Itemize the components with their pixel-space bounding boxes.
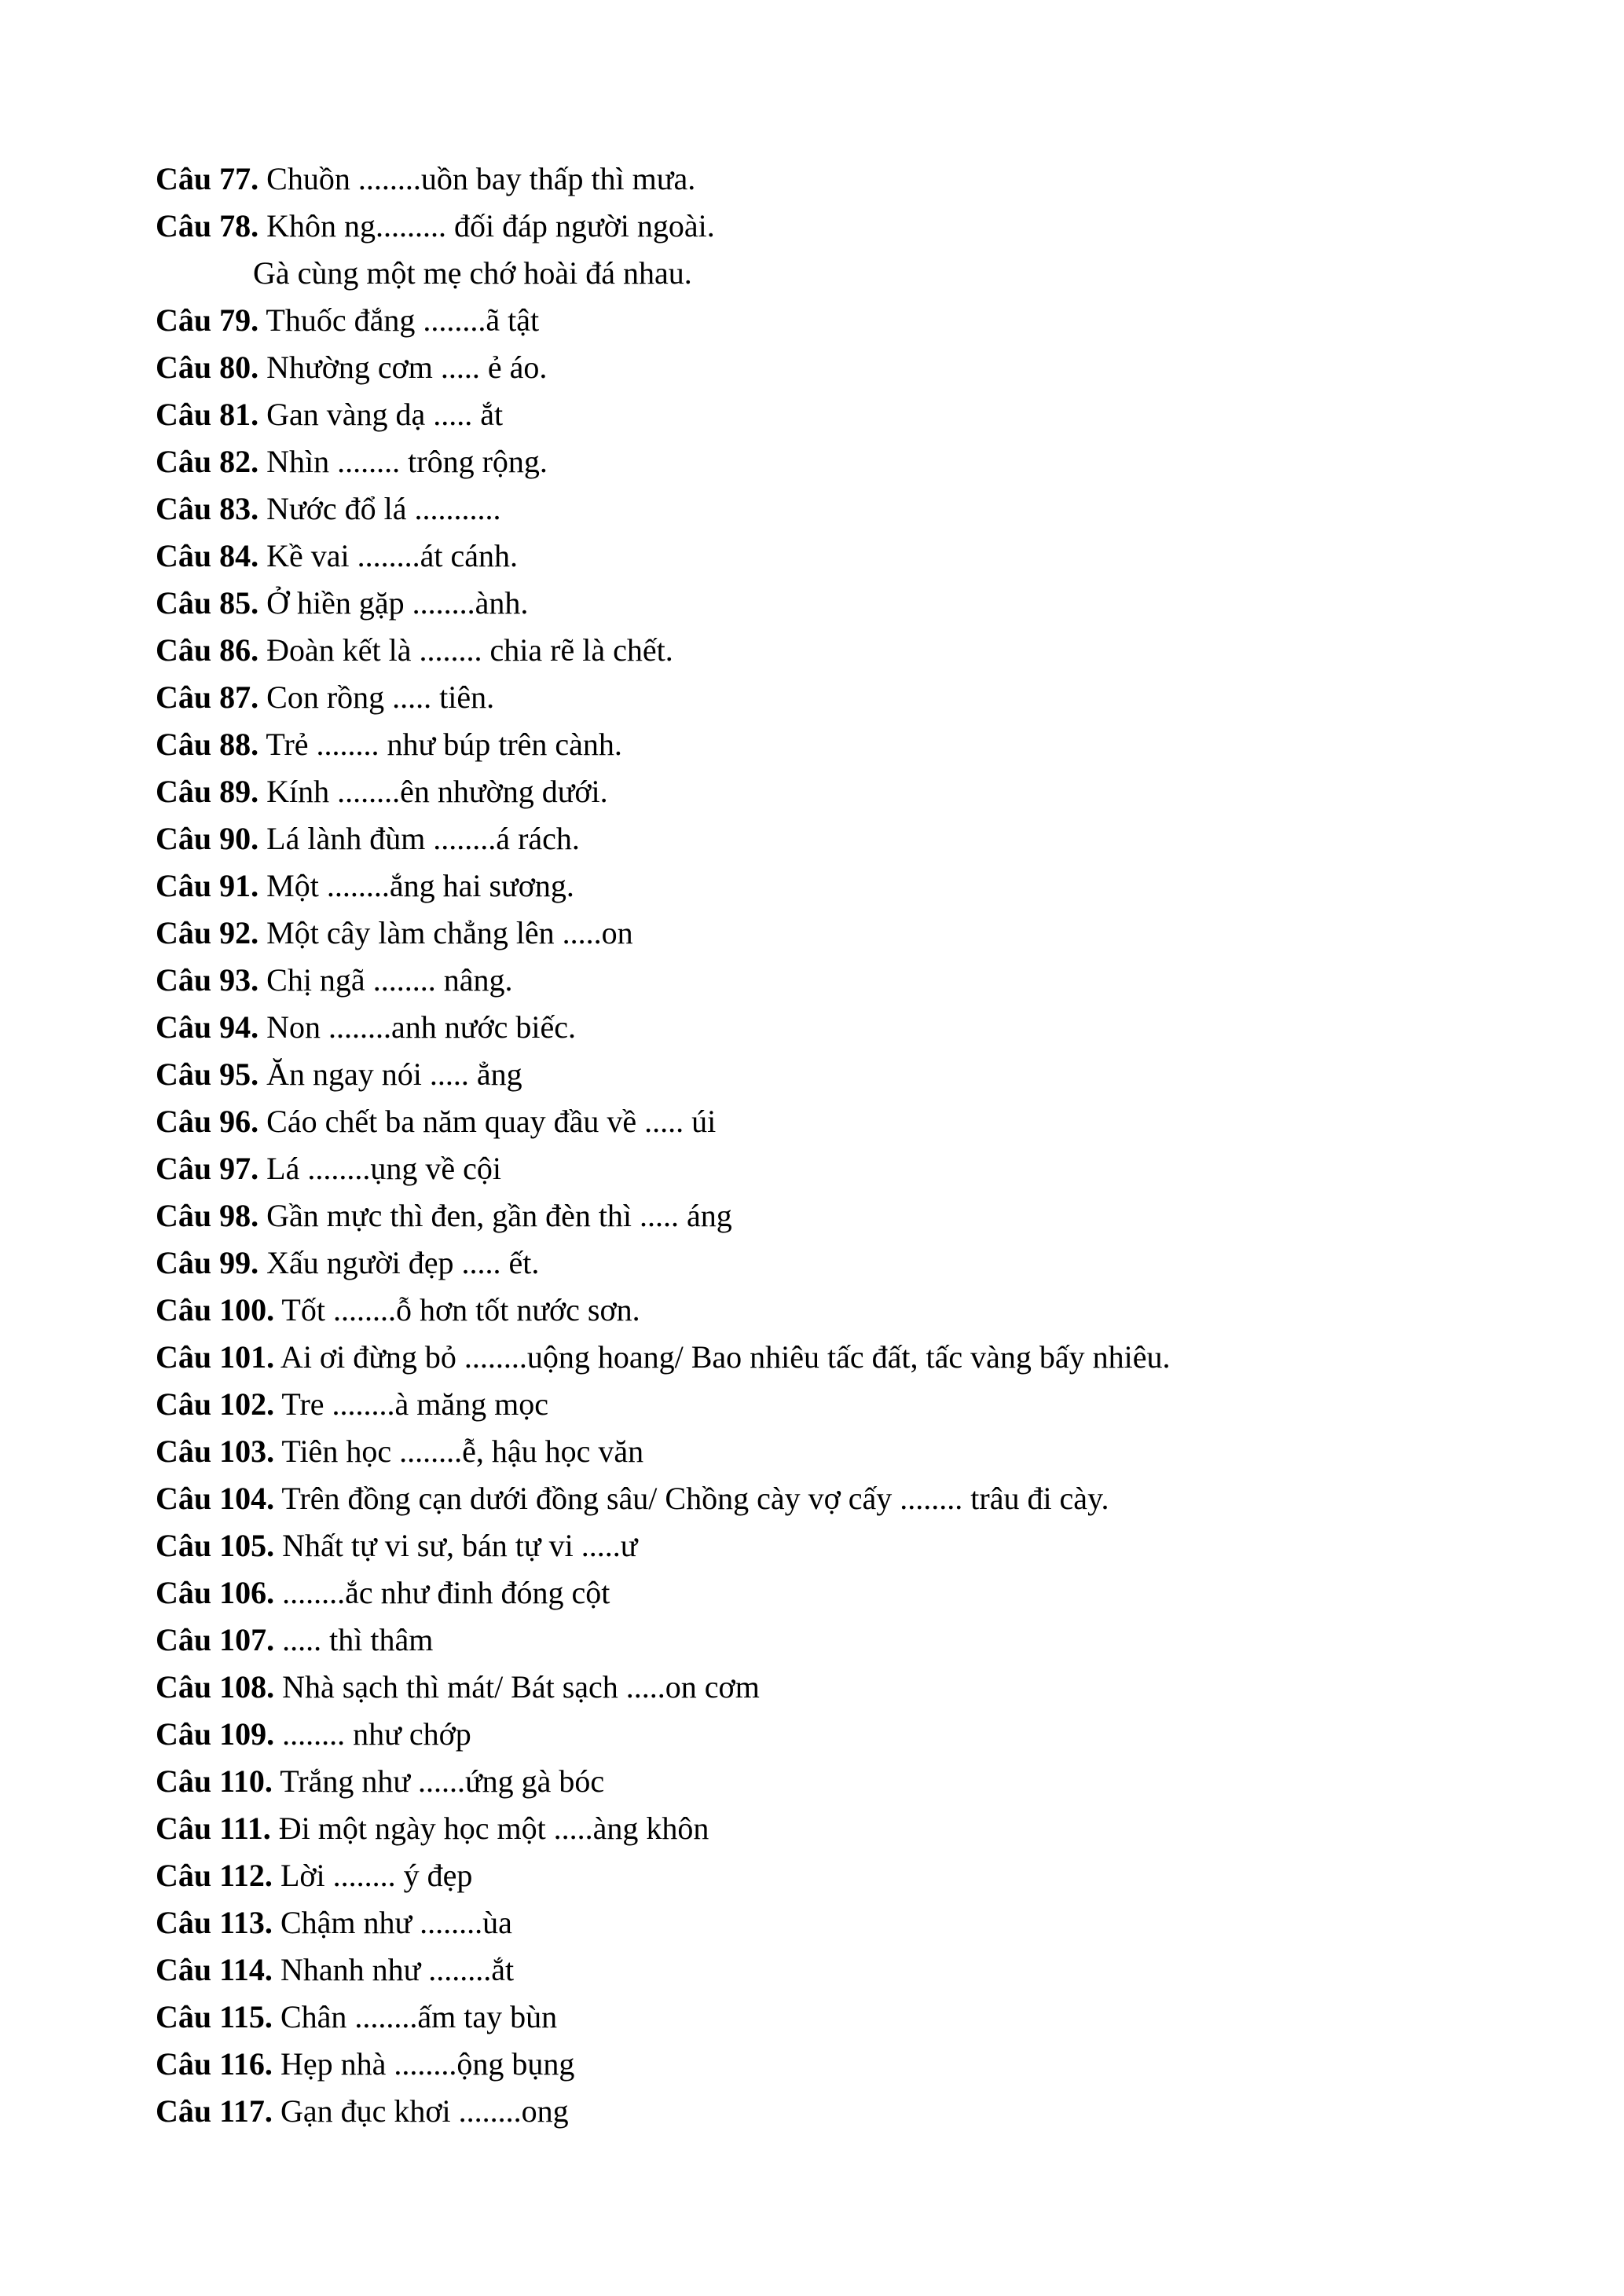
question-line xyxy=(156,1145,1538,1192)
question-text: Nhường cơm ..... ẻ áo. xyxy=(258,350,548,385)
question-text: Gạn đục khơi ........ong xyxy=(272,2093,569,2129)
question-number: Câu 110. xyxy=(156,1763,273,1799)
question-number: Câu 116. xyxy=(156,2046,273,2082)
question-line xyxy=(156,1946,1538,1994)
question-number: Câu 80. xyxy=(156,350,259,385)
question-line xyxy=(156,485,1538,533)
question-number: Câu 107. xyxy=(156,1622,275,1657)
question-line xyxy=(156,768,1538,815)
question-text: Nước đổ lá ........... xyxy=(258,491,501,526)
question-line xyxy=(156,580,1538,627)
question-number: Câu 82. xyxy=(156,444,259,479)
question-text: ..... thì thâm xyxy=(274,1622,434,1657)
question-line xyxy=(156,1192,1538,1240)
question-line xyxy=(156,1287,1538,1334)
question-number: Câu 85. xyxy=(156,585,259,621)
question-text: Đi một ngày học một .....àng khôn xyxy=(270,1811,709,1846)
question-text: Hẹp nhà ........ộng bụng xyxy=(272,2046,575,2082)
question-line xyxy=(156,721,1538,768)
question-text: Một cây làm chẳng lên .....on xyxy=(258,915,633,950)
question-number: Câu 83. xyxy=(156,491,259,526)
question-line xyxy=(156,1098,1538,1145)
question-continuation: Gà cùng một mẹ chớ hoài đá nhau. xyxy=(253,255,692,291)
question-number: Câu 99. xyxy=(156,1245,259,1280)
question-text: Trắng như ......ứng gà bóc xyxy=(272,1763,605,1799)
question-line xyxy=(156,1711,1538,1758)
question-number: Câu 98. xyxy=(156,1198,259,1233)
question-line xyxy=(156,1994,1538,2041)
question-text: Một ........ắng hai sương. xyxy=(258,868,574,903)
question-number: Câu 92. xyxy=(156,915,259,950)
question-text: Ở hiền gặp ........ành. xyxy=(258,585,529,621)
question-text: Đoàn kết là ........ chia rẽ là chết. xyxy=(258,632,673,668)
question-line xyxy=(156,1758,1538,1805)
question-text: ........ như chớp xyxy=(274,1716,471,1752)
question-number: Câu 113. xyxy=(156,1905,273,1940)
question-text: Nhất tự vi sư, bán tự vi .....ư xyxy=(274,1528,638,1563)
question-number: Câu 111. xyxy=(156,1811,271,1846)
question-line xyxy=(156,344,1538,391)
question-number: Câu 109. xyxy=(156,1716,275,1752)
question-text: Xấu người đẹp ..... ết. xyxy=(258,1245,540,1280)
question-line xyxy=(156,674,1538,721)
question-line xyxy=(156,957,1538,1004)
question-number: Câu 105. xyxy=(156,1528,275,1563)
question-text: Non ........anh nước biếc. xyxy=(258,1009,576,1045)
question-line xyxy=(156,1240,1538,1287)
question-text: Trẻ ........ như búp trên cành. xyxy=(258,727,622,762)
question-text: Chuồn ........uồn bay thấp thì mưa. xyxy=(258,161,696,196)
question-text: Nhanh như ........ắt xyxy=(272,1952,515,1987)
question-line xyxy=(156,1617,1538,1664)
question-text: Thuốc đắng ........ã tật xyxy=(258,302,540,338)
question-line xyxy=(156,297,1538,344)
question-number: Câu 117. xyxy=(156,2093,273,2129)
question-line xyxy=(156,862,1538,910)
question-line xyxy=(156,1522,1538,1569)
question-text: Chậm như ........ùa xyxy=(272,1905,512,1940)
question-line xyxy=(156,1475,1538,1522)
question-text: Lá lành đùm ........á rách. xyxy=(258,821,580,856)
question-line xyxy=(156,156,1538,203)
question-number: Câu 81. xyxy=(156,397,259,432)
question-text: Tre ........à măng mọc xyxy=(274,1386,549,1422)
question-number: Câu 106. xyxy=(156,1575,275,1610)
question-text: Chị ngã ........ nâng. xyxy=(258,962,513,998)
question-text: Gan vàng dạ ..... ắt xyxy=(258,397,504,432)
question-number: Câu 79. xyxy=(156,302,259,338)
question-line xyxy=(156,2088,1538,2135)
question-number: Câu 87. xyxy=(156,679,259,715)
question-number: Câu 90. xyxy=(156,821,259,856)
question-line xyxy=(156,627,1538,674)
question-number: Câu 89. xyxy=(156,774,259,809)
question-text: Cáo chết ba năm quay đầu về ..... úi xyxy=(258,1104,717,1139)
question-line xyxy=(156,1381,1538,1428)
question-number: Câu 95. xyxy=(156,1056,259,1092)
question-number: Câu 108. xyxy=(156,1669,275,1705)
question-line xyxy=(156,1334,1538,1381)
question-line xyxy=(156,391,1538,438)
question-text: Tiên học ........ễ, hậu học văn xyxy=(274,1434,644,1469)
question-line xyxy=(156,1569,1538,1617)
question-line xyxy=(156,438,1538,485)
question-number: Câu 84. xyxy=(156,538,259,573)
question-number: Câu 101. xyxy=(156,1339,275,1375)
question-text: Tốt ........ỗ hơn tốt nước sơn. xyxy=(274,1292,640,1327)
question-text: Kề vai ........át cánh. xyxy=(258,538,519,573)
question-number: Câu 88. xyxy=(156,727,259,762)
question-number: Câu 115. xyxy=(156,1999,273,2034)
question-text: Chân ........ấm tay bùn xyxy=(272,1999,558,2034)
question-number: Câu 94. xyxy=(156,1009,259,1045)
question-number: Câu 93. xyxy=(156,962,259,998)
question-text: ........ắc như đinh đóng cột xyxy=(274,1575,610,1610)
question-line xyxy=(156,1428,1538,1475)
question-number: Câu 91. xyxy=(156,868,259,903)
question-line xyxy=(156,2041,1538,2088)
question-text: Lá ........ụng về cội xyxy=(258,1151,501,1186)
question-text: Ăn ngay nói ..... ẳng xyxy=(258,1056,522,1092)
question-line xyxy=(156,203,1538,250)
question-number: Câu 114. xyxy=(156,1952,273,1987)
question-line xyxy=(156,1664,1538,1711)
question-number: Câu 96. xyxy=(156,1104,259,1139)
question-line xyxy=(156,1899,1538,1946)
question-number: Câu 103. xyxy=(156,1434,275,1469)
question-text: Khôn ng......... đối đáp người ngoài. xyxy=(258,208,715,244)
question-line xyxy=(156,1805,1538,1852)
question-number: Câu 100. xyxy=(156,1292,275,1327)
question-line xyxy=(156,1051,1538,1098)
question-text: Con rồng ..... tiên. xyxy=(258,679,495,715)
document-page xyxy=(156,156,1538,2135)
question-number: Câu 97. xyxy=(156,1151,259,1186)
question-text: Nhìn ........ trông rộng. xyxy=(258,444,548,479)
question-number: Câu 77. xyxy=(156,161,259,196)
question-number: Câu 86. xyxy=(156,632,259,668)
question-text: Trên đồng cạn dưới đồng sâu/ Chồng cày vợ cấy ........ trâu đi cày. xyxy=(274,1481,1109,1516)
question-text: Gần mực thì đen, gần đèn thì ..... áng xyxy=(258,1198,732,1233)
question-number: Câu 104. xyxy=(156,1481,275,1516)
question-number: Câu 102. xyxy=(156,1386,275,1422)
question-text: Nhà sạch thì mát/ Bát sạch .....on cơm xyxy=(274,1669,760,1705)
question-line xyxy=(156,910,1538,957)
question-line xyxy=(156,533,1538,580)
question-line xyxy=(156,815,1538,862)
question-number: Câu 112. xyxy=(156,1858,273,1893)
question-line xyxy=(156,1852,1538,1899)
question-text: Ai ơi đừng bỏ ........uộng hoang/ Bao nhiêu tấc đất, tấc vàng bấy nhiêu. xyxy=(274,1339,1171,1375)
question-text: Lời ........ ý đẹp xyxy=(272,1858,473,1893)
question-text: Kính ........ên nhường dưới. xyxy=(258,774,608,809)
question-number: Câu 78. xyxy=(156,208,259,244)
question-line xyxy=(156,1004,1538,1051)
